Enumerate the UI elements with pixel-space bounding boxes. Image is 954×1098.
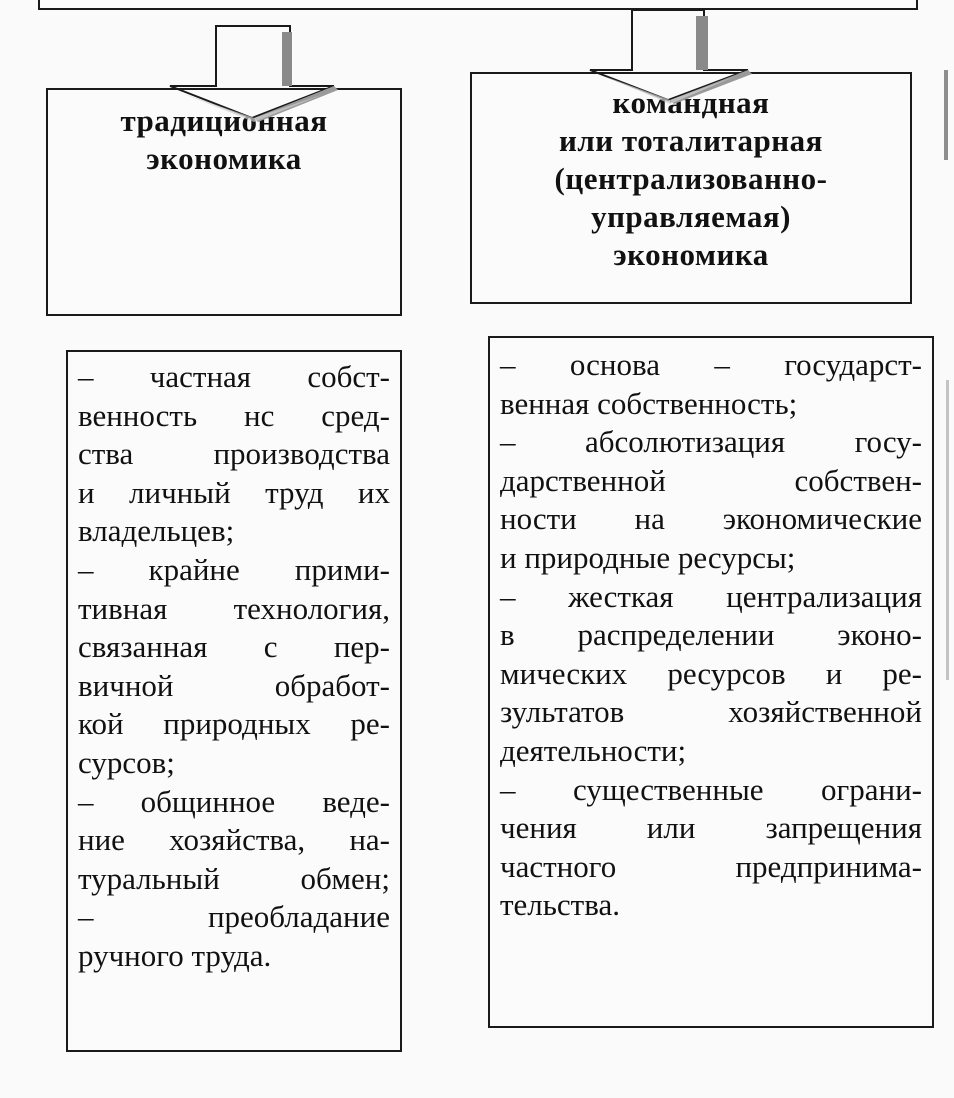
feature-line: тивная технология, bbox=[78, 590, 390, 626]
feature-line: вичной обработ- bbox=[78, 667, 390, 703]
down-arrow-icon bbox=[590, 10, 780, 110]
header-line: командная bbox=[612, 85, 770, 120]
feature-line: ства производства bbox=[78, 436, 390, 472]
feature-line: и природные ресурсы; bbox=[500, 539, 796, 575]
feature-line: и личный труд их bbox=[78, 474, 390, 510]
feature-line: ручного труда. bbox=[78, 937, 272, 973]
feature-line: – частная собст- bbox=[78, 359, 390, 394]
down-arrow-icon bbox=[154, 26, 344, 126]
command-economy-features bbox=[488, 336, 934, 1028]
feature-line: – преобладание bbox=[78, 899, 390, 935]
header-line: или тоталитарная bbox=[559, 123, 823, 158]
feature-line: венная собственность; bbox=[500, 385, 798, 421]
parent-box-edge bbox=[38, 0, 918, 10]
feature-line: – жесткая централизация bbox=[500, 578, 922, 614]
feature-line: мических ресурсов и ре- bbox=[500, 655, 922, 691]
traditional-economy-features bbox=[66, 350, 402, 1052]
feature-line: ности на экономические bbox=[500, 501, 922, 537]
header-line: управляемая) bbox=[591, 199, 791, 234]
feature-line: туральный обмен; bbox=[78, 860, 390, 896]
feature-line: связанная с пер- bbox=[78, 629, 390, 665]
feature-line: – основа – государст- bbox=[500, 347, 922, 382]
feature-line: дарственной собствен- bbox=[500, 462, 922, 498]
feature-line: сурсов; bbox=[78, 744, 175, 780]
header-line: экономика bbox=[613, 237, 769, 272]
header-line: экономика bbox=[146, 141, 302, 176]
feature-line: венность нс сред- bbox=[78, 397, 390, 433]
feature-line: – существенные ограни- bbox=[500, 771, 922, 807]
feature-line: в распределении эконо- bbox=[500, 617, 922, 653]
feature-line: кой природных ре- bbox=[78, 706, 390, 742]
feature-line: – крайне прими- bbox=[78, 551, 390, 587]
feature-line: частного предпринима- bbox=[500, 848, 922, 884]
scan-mark bbox=[946, 380, 949, 680]
feature-line: – общинное веде- bbox=[78, 783, 390, 819]
header-line: (централизованно- bbox=[554, 161, 828, 196]
feature-line: ние хозяйства, на- bbox=[78, 822, 390, 858]
feature-line: зультатов хозяйственной bbox=[500, 694, 922, 730]
scan-mark bbox=[944, 70, 948, 160]
header-line: традиционная bbox=[120, 103, 328, 138]
feature-line: – абсолютизация госу- bbox=[500, 424, 922, 460]
feature-line: деятельности; bbox=[500, 732, 687, 768]
feature-line: владельцев; bbox=[78, 513, 235, 549]
feature-line: тельства. bbox=[500, 887, 620, 923]
feature-line: чения или запрещения bbox=[500, 810, 922, 846]
